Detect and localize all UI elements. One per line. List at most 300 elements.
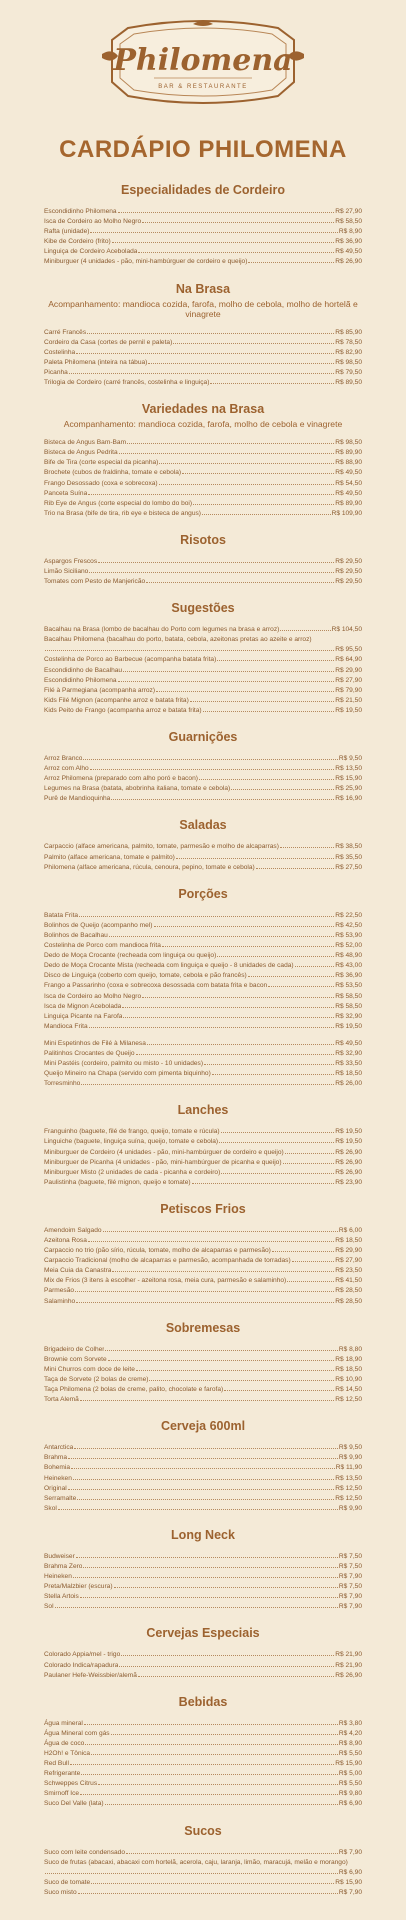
menu-section bbox=[0, 1823, 406, 1898]
menu-item-name: Costelinha bbox=[44, 348, 76, 356]
dot-leader bbox=[89, 1027, 335, 1028]
menu-item bbox=[44, 696, 362, 706]
menu-item-list bbox=[0, 1127, 406, 1188]
menu-item-name: Dedo de Moça Crocante (recheada com linguiça ou queijo) bbox=[44, 952, 217, 960]
dot-leader bbox=[71, 1468, 335, 1469]
menu-item-price: R$ 98,50 bbox=[335, 358, 362, 366]
menu-item-price: R$ 7,90 bbox=[338, 1888, 362, 1896]
menu-item bbox=[44, 1012, 362, 1022]
dot-leader bbox=[203, 711, 335, 712]
dot-leader bbox=[83, 1567, 337, 1568]
menu-item-price: R$ 9,90 bbox=[338, 1504, 362, 1512]
dot-leader bbox=[91, 1754, 338, 1755]
menu-item-name: Mini Churros com doce de leite bbox=[44, 1365, 135, 1373]
dot-leader bbox=[285, 1153, 335, 1154]
menu-item bbox=[44, 951, 362, 961]
menu-item-price: R$ 7,50 bbox=[338, 1562, 362, 1570]
dot-leader bbox=[90, 769, 335, 770]
menu-item bbox=[44, 557, 362, 567]
menu-section bbox=[0, 1102, 406, 1188]
section-subtitle: Acompanhamento: mandioca cozida, farofa, molho de cebola e vinagrete bbox=[63, 419, 343, 430]
dot-leader bbox=[79, 916, 334, 917]
menu-item-list bbox=[0, 1345, 406, 1406]
menu-item-price: R$ 98,50 bbox=[335, 439, 362, 447]
menu-item bbox=[44, 625, 362, 635]
menu-item bbox=[44, 509, 362, 519]
menu-item-name: Aspargos Frescos bbox=[44, 557, 98, 565]
menu-item-list bbox=[0, 754, 406, 804]
menu-item-name: Red Bull bbox=[44, 1760, 69, 1768]
menu-item-name: Escondidinho Philomena bbox=[44, 676, 117, 684]
menu-item-price: R$ 9,50 bbox=[338, 1444, 362, 1452]
menu-item bbox=[44, 1650, 362, 1660]
dot-leader bbox=[118, 212, 335, 213]
section-title: Petiscos Frios bbox=[160, 1201, 246, 1216]
menu-item bbox=[44, 368, 362, 378]
menu-item-name: Miniburguer de Cordeiro (4 unidades - pão, mini-hambúrguer de cordeiro e queijo) bbox=[44, 1148, 284, 1156]
menu-item-list bbox=[0, 438, 406, 519]
dot-leader bbox=[76, 353, 334, 354]
dot-leader bbox=[108, 1360, 335, 1361]
menu-item-price: R$ 12,50 bbox=[335, 1484, 362, 1492]
menu-item-price: R$ 28,50 bbox=[335, 1297, 362, 1305]
menu-content bbox=[0, 182, 406, 1911]
menu-section bbox=[0, 1625, 406, 1680]
dot-leader bbox=[74, 1448, 338, 1449]
menu-item-name: Paulistinha (baguete, filé mignon, queijo e tomate) bbox=[44, 1178, 191, 1186]
menu-section bbox=[0, 1527, 406, 1613]
menu-item-name: Brahma Zero bbox=[44, 1562, 83, 1570]
menu-item bbox=[44, 1888, 362, 1898]
menu-item-price: R$ 43,00 bbox=[335, 962, 362, 970]
menu-item-price: R$ 104,50 bbox=[331, 626, 362, 634]
dot-leader bbox=[90, 232, 337, 233]
menu-item bbox=[44, 1848, 362, 1858]
menu-item-price: R$ 49,50 bbox=[335, 1039, 362, 1047]
menu-section bbox=[0, 729, 406, 804]
menu-item-name: Suco com leite condensado bbox=[44, 1848, 126, 1856]
menu-item-name: Mini Pastéis (cordeiro, palmito ou misto - 10 unidades) bbox=[44, 1060, 204, 1068]
section-title: Long Neck bbox=[171, 1527, 235, 1542]
menu-item-name: Suco misto bbox=[44, 1888, 77, 1896]
menu-item bbox=[44, 1355, 362, 1365]
section-title: Cerveja 600ml bbox=[160, 1419, 246, 1434]
menu-item-name: Paleta Philomena (inteira na tábua) bbox=[44, 358, 148, 366]
menu-item-price: R$ 13,50 bbox=[335, 765, 362, 773]
menu-item bbox=[44, 1562, 362, 1572]
menu-item bbox=[44, 358, 362, 368]
dot-leader bbox=[190, 701, 334, 702]
dot-leader bbox=[204, 1064, 334, 1065]
dot-leader bbox=[127, 443, 334, 444]
menu-item-price: R$ 27,90 bbox=[335, 676, 362, 684]
dot-leader bbox=[68, 1458, 338, 1459]
menu-item bbox=[44, 348, 362, 358]
menu-item-price: R$ 3,80 bbox=[338, 1719, 362, 1727]
dot-leader bbox=[109, 936, 334, 937]
menu-item-name: Stella Artois bbox=[44, 1593, 79, 1601]
menu-item-price: R$ 26,90 bbox=[335, 1148, 362, 1156]
section-title: Risotos bbox=[180, 532, 226, 547]
menu-item-name: Mix de Frios (3 itens à escolher - azeitona rosa, meia cura, parmesão e salaminho) bbox=[44, 1277, 287, 1285]
menu-item bbox=[44, 981, 362, 991]
menu-item bbox=[44, 489, 362, 499]
menu-item bbox=[44, 458, 362, 468]
menu-item-price: R$ 19,50 bbox=[335, 1128, 362, 1136]
menu-item bbox=[44, 1494, 362, 1504]
menu-item-name: Água de coco bbox=[44, 1739, 85, 1747]
dot-leader bbox=[70, 1764, 334, 1765]
dot-leader bbox=[91, 1883, 334, 1884]
dot-leader bbox=[118, 681, 335, 682]
menu-item-name: Suco de tomate bbox=[44, 1878, 91, 1886]
menu-item bbox=[44, 1552, 362, 1562]
menu-item-price: R$ 29,50 bbox=[335, 578, 362, 586]
menu-item-name: Palmito (alface americana, tomate e palmito) bbox=[44, 853, 175, 861]
menu-item-price: R$ 52,00 bbox=[335, 942, 362, 950]
menu-item bbox=[44, 438, 362, 448]
section-title: Bebidas bbox=[178, 1694, 228, 1709]
menu-item bbox=[44, 1602, 362, 1612]
menu-item-price: R$ 28,50 bbox=[335, 1287, 362, 1295]
menu-item bbox=[44, 686, 362, 696]
menu-item bbox=[44, 1022, 362, 1032]
menu-item-name: Carpaccio (alface americana, palmito, tomate, parmesão e molho de alcaparras) bbox=[44, 843, 279, 851]
dot-leader bbox=[231, 789, 334, 790]
menu-item-price: R$ 26,90 bbox=[335, 1671, 362, 1679]
menu-item-name: Arroz com Alho bbox=[44, 765, 89, 773]
dot-leader bbox=[75, 1291, 334, 1292]
menu-item bbox=[44, 1049, 362, 1059]
menu-item-list bbox=[0, 207, 406, 268]
menu-item-price: R$ 5,00 bbox=[338, 1770, 362, 1778]
section-title: Lanches bbox=[177, 1103, 229, 1118]
menu-item bbox=[44, 448, 362, 458]
menu-item bbox=[44, 1463, 362, 1473]
section-title: Sobremesas bbox=[165, 1320, 241, 1335]
menu-item-price: R$ 7,90 bbox=[338, 1593, 362, 1601]
menu-item bbox=[44, 237, 362, 247]
menu-item bbox=[44, 1059, 362, 1069]
menu-item-name: Tomates com Pesto de Manjericão bbox=[44, 578, 146, 586]
menu-item bbox=[44, 1385, 362, 1395]
menu-item-price: R$ 18,50 bbox=[335, 1365, 362, 1373]
menu-item bbox=[44, 1286, 362, 1296]
menu-item-price: R$ 26,90 bbox=[335, 1168, 362, 1176]
menu-item-price: R$ 16,90 bbox=[335, 795, 362, 803]
dot-leader bbox=[217, 660, 334, 661]
menu-item-name: Filé à Parmegiana (acompanha arroz) bbox=[44, 686, 156, 694]
menu-item bbox=[44, 1375, 362, 1385]
dot-leader bbox=[221, 1173, 334, 1174]
menu-item-price: R$ 85,90 bbox=[335, 328, 362, 336]
menu-item-price: R$ 5,50 bbox=[338, 1750, 362, 1757]
menu-item-name: Linguiça Picante na Farofa bbox=[44, 1012, 123, 1020]
dot-leader bbox=[80, 1597, 338, 1598]
dot-leader bbox=[248, 976, 335, 977]
menu-item-price: R$ 12,50 bbox=[335, 1494, 362, 1502]
menu-item-name: Trilogia de Cordeiro (carré francês, costelinha e linguiça) bbox=[44, 379, 210, 387]
menu-section bbox=[0, 1320, 406, 1406]
dot-leader bbox=[162, 946, 334, 947]
menu-item-list bbox=[0, 1443, 406, 1514]
dot-leader bbox=[73, 1479, 334, 1480]
menu-item-price: R$ 7,90 bbox=[338, 1848, 362, 1856]
menu-item-name: Escondidinho Philomena bbox=[44, 208, 117, 215]
menu-item-price: R$ 64,90 bbox=[335, 656, 362, 664]
menu-item-price: R$ 15,90 bbox=[335, 775, 362, 783]
dot-leader bbox=[69, 373, 334, 374]
menu-section bbox=[0, 182, 406, 268]
menu-item bbox=[44, 227, 362, 237]
dot-leader bbox=[159, 484, 335, 485]
dot-leader bbox=[114, 1587, 338, 1588]
menu-item bbox=[44, 1039, 362, 1049]
menu-item bbox=[44, 1345, 362, 1355]
menu-item-name: Carpaccio no trio (pão sírio, rúcula, tomate, molho de alcaparras e parmesão) bbox=[44, 1247, 271, 1255]
dot-leader bbox=[156, 691, 334, 692]
menu-item-price: R$ 29,90 bbox=[335, 1247, 362, 1255]
section-title: Guarnições bbox=[168, 730, 238, 744]
menu-item-name: Linguiche (baguete, linguiça suína, queijo, tomate e cebola) bbox=[44, 1138, 219, 1146]
menu-item-list bbox=[0, 1552, 406, 1613]
menu-item-price: R$ 25,90 bbox=[335, 785, 362, 793]
dot-leader bbox=[87, 333, 334, 334]
menu-item-name: Smirnoff Ice bbox=[44, 1790, 80, 1798]
menu-item-price: R$ 54,50 bbox=[335, 479, 362, 487]
menu-item-price: R$ 14,50 bbox=[335, 1386, 362, 1394]
menu-item bbox=[44, 1453, 362, 1463]
dot-leader bbox=[224, 1390, 334, 1391]
menu-item-name: Torta Alemã bbox=[44, 1396, 79, 1404]
menu-item bbox=[44, 1246, 362, 1256]
menu-item-name: Schweppes Citrus bbox=[44, 1780, 98, 1788]
menu-item-name: Costelinha de Porco ao Barbecue (acompanha batata frita) bbox=[44, 656, 217, 664]
dot-leader bbox=[58, 1509, 338, 1510]
menu-item bbox=[44, 1365, 362, 1375]
menu-item-name: Bisteca de Angus Bam-Bam bbox=[44, 439, 127, 447]
dot-leader bbox=[112, 242, 335, 243]
menu-item-price: R$ 19,50 bbox=[335, 1138, 362, 1146]
menu-item-name: Kids Peito de Frango (acompanha arroz e batata frita) bbox=[44, 706, 202, 714]
menu-item-name: Isca de Mignon Acebolada bbox=[44, 1002, 122, 1010]
dot-leader bbox=[77, 1499, 334, 1500]
menu-item bbox=[44, 338, 362, 348]
dot-leader bbox=[98, 1784, 338, 1785]
menu-item bbox=[44, 1069, 362, 1079]
menu-item bbox=[44, 842, 362, 852]
menu-item-price: R$ 79,50 bbox=[335, 368, 362, 376]
menu-item-price: R$ 27,50 bbox=[335, 863, 362, 871]
menu-item-name: Antarctica bbox=[44, 1444, 74, 1452]
dot-leader bbox=[138, 1676, 334, 1677]
menu-item-name: Meia Cuia da Canastra bbox=[44, 1267, 112, 1275]
menu-item-name: Philomena (alface americana, rúcula, cenoura, pepino, tomate e cebola) bbox=[44, 863, 255, 871]
menu-item-price: R$ 6,00 bbox=[338, 1226, 362, 1234]
dot-leader bbox=[176, 858, 334, 859]
menu-item-name: Amendoim Salgado bbox=[44, 1226, 102, 1234]
menu-item-price: R$ 26,00 bbox=[335, 1080, 362, 1088]
menu-item-name: Água mineral bbox=[44, 1719, 83, 1727]
dot-leader bbox=[154, 926, 335, 927]
menu-item bbox=[44, 1878, 362, 1888]
dot-leader bbox=[212, 1074, 334, 1075]
menu-item-price: R$ 29,50 bbox=[335, 567, 362, 575]
menu-item-name: Colorado Indica/rapadura bbox=[44, 1661, 119, 1669]
dot-leader bbox=[210, 383, 334, 384]
dot-leader bbox=[45, 1873, 338, 1874]
menu-item-name: Arroz Branco bbox=[44, 755, 83, 762]
menu-item-name: Bohemia bbox=[44, 1464, 71, 1472]
menu-item bbox=[44, 207, 362, 217]
menu-item bbox=[44, 1504, 362, 1514]
menu-item bbox=[44, 1443, 362, 1453]
menu-item-name: Isca de Cordeiro ao Molho Negro bbox=[44, 992, 142, 1000]
menu-item-price: R$ 89,50 bbox=[335, 379, 362, 387]
menu-item bbox=[44, 676, 362, 686]
menu-item bbox=[44, 1484, 362, 1494]
menu-item-name: Batata Frita bbox=[44, 911, 79, 919]
menu-item-name: Colorado Appia/mel - trigo bbox=[44, 1651, 121, 1659]
menu-item-price: R$ 58,50 bbox=[335, 992, 362, 1000]
dot-leader bbox=[111, 1734, 338, 1735]
menu-item-price: R$ 79,90 bbox=[335, 686, 362, 694]
menu-section bbox=[0, 401, 406, 519]
menu-item-name: Kibe de Cordeiro (frito) bbox=[44, 238, 111, 246]
menu-item-name: Kids Filé Mignon (acompanhe arroz e batata frita) bbox=[44, 696, 189, 704]
menu-item bbox=[44, 1719, 362, 1729]
menu-item-name: Panceta Suína bbox=[44, 489, 88, 497]
dot-leader bbox=[283, 1163, 335, 1164]
menu-item-name: Dedo de Moça Crocante Mista (recheada com linguiça e queijo - 8 unidades de cada) bbox=[44, 962, 294, 970]
menu-item-name: Bolinhos de Queijo (acompanho mel) bbox=[44, 921, 153, 929]
dot-leader bbox=[182, 473, 334, 474]
menu-section bbox=[0, 817, 406, 872]
dot-leader bbox=[98, 562, 334, 563]
dot-leader bbox=[73, 1577, 338, 1578]
section-title: Saladas bbox=[179, 818, 227, 833]
menu-item bbox=[44, 1178, 362, 1188]
menu-item-list bbox=[0, 842, 406, 872]
dot-leader bbox=[123, 1017, 334, 1018]
menu-item-name: Bacalhau Philomena (bacalhau do porto, batata, cebola, azeitonas pretas ao azeite e arroz) bbox=[44, 636, 312, 644]
menu-item bbox=[44, 794, 362, 804]
menu-item bbox=[44, 378, 362, 388]
menu-item bbox=[44, 1739, 362, 1749]
menu-item-list bbox=[0, 1650, 406, 1680]
dot-leader bbox=[121, 1655, 334, 1656]
menu-item-name: Azeitona Rosa bbox=[44, 1237, 87, 1244]
dot-leader bbox=[80, 1400, 334, 1401]
logo-tagline: BAR & RESTAURANTE bbox=[158, 84, 248, 90]
dot-leader bbox=[45, 650, 334, 651]
menu-item bbox=[44, 1148, 362, 1158]
menu-item bbox=[44, 1671, 362, 1681]
dot-leader bbox=[81, 1774, 338, 1775]
menu-item-list bbox=[0, 1226, 406, 1307]
dot-leader bbox=[202, 514, 331, 515]
menu-item bbox=[44, 1769, 362, 1779]
menu-item-name: Bacalhau na Brasa (lombo de bacalhau do Porto com legumes na brasa e arroz) bbox=[44, 626, 280, 634]
menu-item bbox=[44, 1395, 362, 1405]
menu-item-price: R$ 7,50 bbox=[338, 1583, 362, 1591]
dot-leader bbox=[76, 1302, 334, 1303]
menu-item bbox=[44, 1474, 362, 1484]
dot-leader bbox=[272, 1251, 334, 1252]
menu-item bbox=[44, 1759, 362, 1769]
menu-item bbox=[44, 1226, 362, 1236]
menu-item-price: R$ 26,90 bbox=[335, 1158, 362, 1166]
menu-item-name: Heineken bbox=[44, 1573, 72, 1581]
section-title: Sucos bbox=[184, 1823, 222, 1838]
menu-item-price: R$ 38,50 bbox=[335, 843, 362, 851]
menu-item-price: R$ 18,90 bbox=[335, 1355, 362, 1363]
menu-item-price: R$ 78,50 bbox=[335, 338, 362, 346]
menu-item bbox=[44, 1158, 362, 1168]
menu-item bbox=[44, 1256, 362, 1266]
menu-item-price: R$ 35,50 bbox=[335, 853, 362, 861]
menu-item-name: Brigadeiro de Colher bbox=[44, 1345, 105, 1353]
menu-item-name: Miniburguer Misto (2 unidades de cada - picanha e cordeiro) bbox=[44, 1168, 221, 1176]
menu-item bbox=[44, 577, 362, 587]
menu-item-name: Original bbox=[44, 1484, 67, 1492]
dot-leader bbox=[217, 956, 334, 957]
section-title: Sugestões bbox=[171, 601, 235, 616]
menu-item-name: Legumes na Brasa (batata, abobrinha italiana, tomate e cebola) bbox=[44, 785, 231, 793]
menu-item-list bbox=[0, 557, 406, 587]
menu-item-price-line bbox=[44, 645, 362, 655]
page-title: CARDÁPIO PHILOMENA bbox=[59, 136, 347, 163]
dot-leader bbox=[111, 799, 334, 800]
menu-item-price: R$ 26,90 bbox=[335, 258, 362, 266]
menu-section bbox=[0, 1694, 406, 1810]
dot-leader bbox=[192, 1183, 335, 1184]
menu-item bbox=[44, 1266, 362, 1276]
menu-item-name: Miniburguer de Picanha (4 unidades - pão, mini-hambúrguer de picanha e queijo) bbox=[44, 1158, 282, 1166]
menu-item-price: R$ 49,50 bbox=[335, 248, 362, 256]
menu-item bbox=[44, 774, 362, 784]
dot-leader bbox=[287, 1281, 334, 1282]
menu-item bbox=[44, 941, 362, 951]
dot-leader bbox=[83, 759, 337, 760]
menu-item-price: R$ 19,50 bbox=[335, 706, 362, 714]
menu-item bbox=[44, 921, 362, 931]
menu-item-name: H2Oh! e Tônica bbox=[44, 1750, 91, 1757]
menu-item-price: R$ 18,50 bbox=[335, 1237, 362, 1244]
menu-item-price: R$ 53,90 bbox=[335, 931, 362, 939]
menu-item-price: R$ 41,50 bbox=[335, 1277, 362, 1285]
dot-leader bbox=[105, 1804, 338, 1805]
menu-item bbox=[44, 931, 362, 941]
menu-item bbox=[44, 1572, 362, 1582]
dot-leader bbox=[295, 966, 335, 967]
menu-item-price: R$ 58,50 bbox=[335, 1002, 362, 1010]
dot-leader bbox=[123, 671, 334, 672]
menu-item-price: R$ 49,50 bbox=[335, 489, 362, 497]
menu-item-name: Rafta (unidade) bbox=[44, 228, 90, 236]
dot-leader bbox=[88, 1241, 334, 1242]
menu-item-list bbox=[0, 1848, 406, 1898]
menu-item-name: Trio na Brasa (bife de tira, rib eye e bisteca de angus) bbox=[44, 509, 201, 517]
menu-item-price: R$ 33,50 bbox=[335, 1060, 362, 1068]
dot-leader bbox=[221, 1132, 335, 1133]
menu-item-price: R$ 9,90 bbox=[338, 1454, 362, 1462]
menu-item-price: R$ 82,90 bbox=[335, 348, 362, 356]
menu-item-price: R$ 95,50 bbox=[335, 646, 362, 654]
menu-item-price: R$ 10,90 bbox=[335, 1375, 362, 1383]
menu-item-name: Bisteca de Angus Pedrita bbox=[44, 449, 118, 457]
menu-item-name: Paulaner Hefe-Weissbier/alemã bbox=[44, 1671, 137, 1679]
